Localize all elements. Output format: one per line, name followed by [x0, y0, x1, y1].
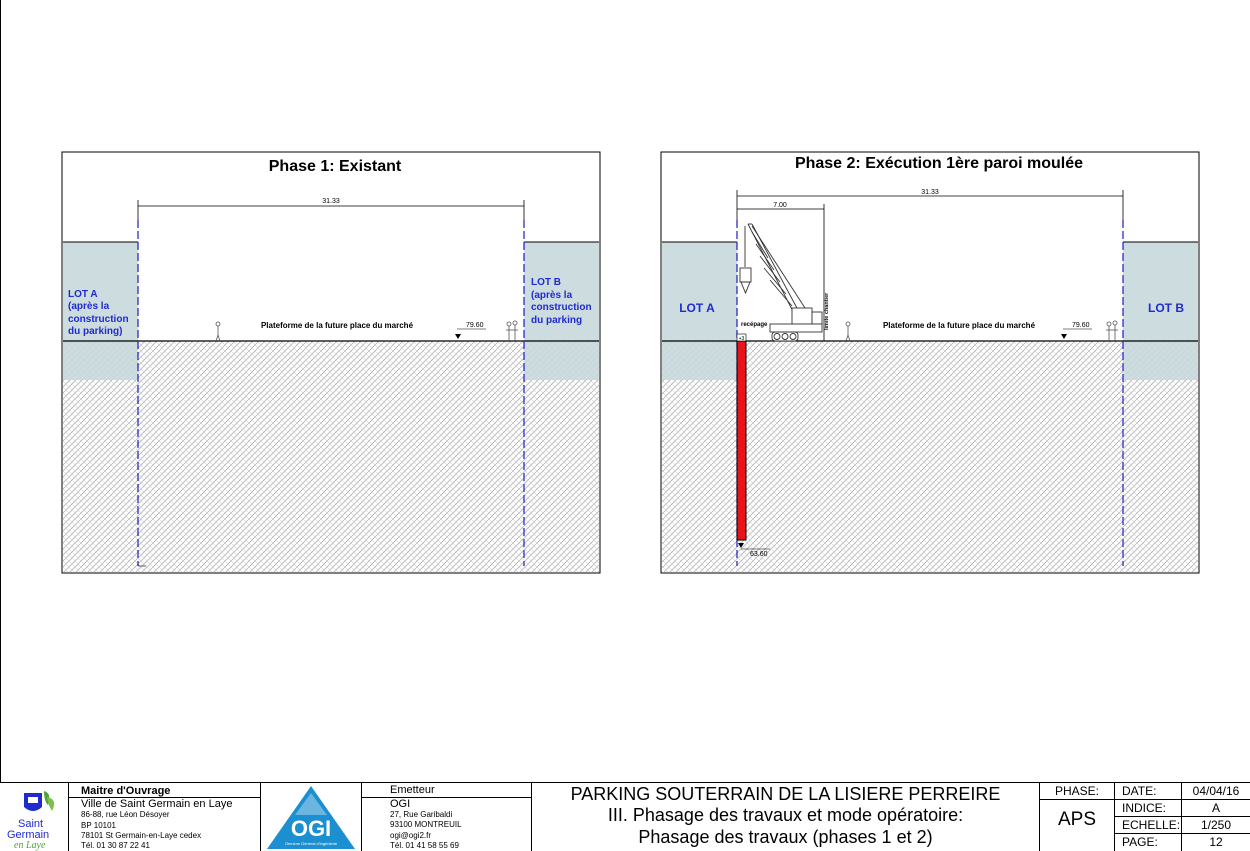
- echelle-label: ECHELLE:: [1122, 818, 1181, 832]
- emitter-name: OGI: [390, 798, 411, 810]
- date-value: 04/04/16: [1192, 784, 1240, 798]
- emitter-heading: Emetteur: [390, 784, 435, 796]
- svg-text:du parking): du parking): [68, 326, 123, 337]
- platform-label: Plateforme de la future place du marché: [882, 321, 1036, 330]
- emitter-address-1: 27, Rue Garibaldi: [390, 810, 453, 819]
- svg-text:(après la: (après la: [68, 301, 110, 312]
- dimension-label-total: 31.33: [921, 189, 939, 196]
- panel-phase-2: [661, 152, 1199, 573]
- phase-value: APS: [1057, 809, 1097, 830]
- echelle-value: 1/250: [1200, 818, 1232, 832]
- drawing-title: Phasage des travaux (phases 1 et 2): [638, 827, 933, 847]
- logo-line3: en Laye: [14, 840, 46, 851]
- svg-text:construction: construction: [68, 314, 129, 325]
- svg-text:79.60: 79.60: [1072, 322, 1090, 329]
- city-logo: [0, 783, 69, 851]
- page-value: 12: [1209, 835, 1223, 849]
- dimension-label-partial: 7.00: [773, 202, 787, 209]
- owner-cell: [69, 783, 261, 851]
- divider: [1115, 799, 1250, 800]
- divider: [362, 797, 531, 798]
- indice-value: A: [1211, 801, 1220, 815]
- emitter-phone: Tél. 01 41 58 55 69: [390, 841, 459, 850]
- owner-heading: Maitre d'Ouvrage: [81, 785, 171, 797]
- lot-a-label: LOT A: [679, 301, 715, 315]
- wall-top-tag-label: +3: [738, 336, 745, 342]
- project-cell: [532, 783, 1040, 851]
- svg-text:du parking: du parking: [531, 315, 583, 326]
- svg-text:79.60: 79.60: [466, 322, 484, 329]
- title-block: [0, 782, 1250, 851]
- svg-text:63.60: 63.60: [750, 551, 768, 558]
- soil-hatch: [63, 341, 599, 572]
- divider: [1115, 816, 1250, 817]
- divider: [1040, 799, 1114, 800]
- phase-label: PHASE:: [1054, 784, 1099, 798]
- svg-text:(après la: (après la: [531, 290, 573, 301]
- ogi-logo: [261, 783, 362, 851]
- phase-cell: [1040, 783, 1115, 851]
- date-label: DATE:: [1122, 784, 1157, 798]
- svg-text:LOT A: LOT A: [68, 289, 98, 300]
- meta-cell: [1115, 783, 1250, 851]
- ogi-logo-subtitle: Omnium Général d'Ingénierie: [284, 841, 338, 846]
- page-label: PAGE:: [1122, 835, 1158, 849]
- logo-line1: Saint: [18, 818, 44, 830]
- indice-label: INDICE:: [1122, 801, 1167, 815]
- divider: [1115, 833, 1250, 834]
- lot-b-label: LOT B: [1148, 301, 1184, 315]
- owner-address-3: 78101 St Germain-en-Laye cedex: [81, 831, 202, 840]
- panel-title: Phase 1: Existant: [268, 158, 402, 175]
- panel-phase-1: [62, 152, 600, 573]
- emitter-cell: [362, 783, 532, 851]
- svg-text:LOT B: LOT B: [531, 277, 561, 288]
- emitter-email: ogi@ogi2.fr: [390, 831, 432, 840]
- owner-address-2: BP 10101: [81, 821, 116, 830]
- project-title: PARKING SOUTERRAIN DE LA LISIERE PERREIRE: [570, 784, 1001, 804]
- logo-line2: Germain: [7, 829, 50, 841]
- site-limit-label: limite chantier: [824, 292, 830, 330]
- diaphragm-wall: [737, 341, 746, 540]
- owner-address-1: 86-88, rue Léon Désoyer: [81, 810, 170, 819]
- svg-text:construction: construction: [531, 302, 592, 313]
- owner-name: Ville de Saint Germain en Laye: [81, 798, 233, 810]
- panel-title: Phase 2: Exécution 1ère paroi moulée: [794, 155, 1084, 172]
- owner-phone: Tél. 01 30 87 22 41: [81, 841, 150, 850]
- platform-label: Plateforme de la future place du marché: [260, 321, 414, 330]
- ogi-logo-text: OGI: [290, 816, 332, 841]
- project-subtitle: III. Phasage des travaux et mode opératoire:: [607, 805, 964, 825]
- emitter-address-2: 93100 MONTREUIL: [390, 820, 462, 829]
- dimension-label: 31.33: [322, 198, 340, 205]
- recepage-label: recépage: [741, 322, 768, 328]
